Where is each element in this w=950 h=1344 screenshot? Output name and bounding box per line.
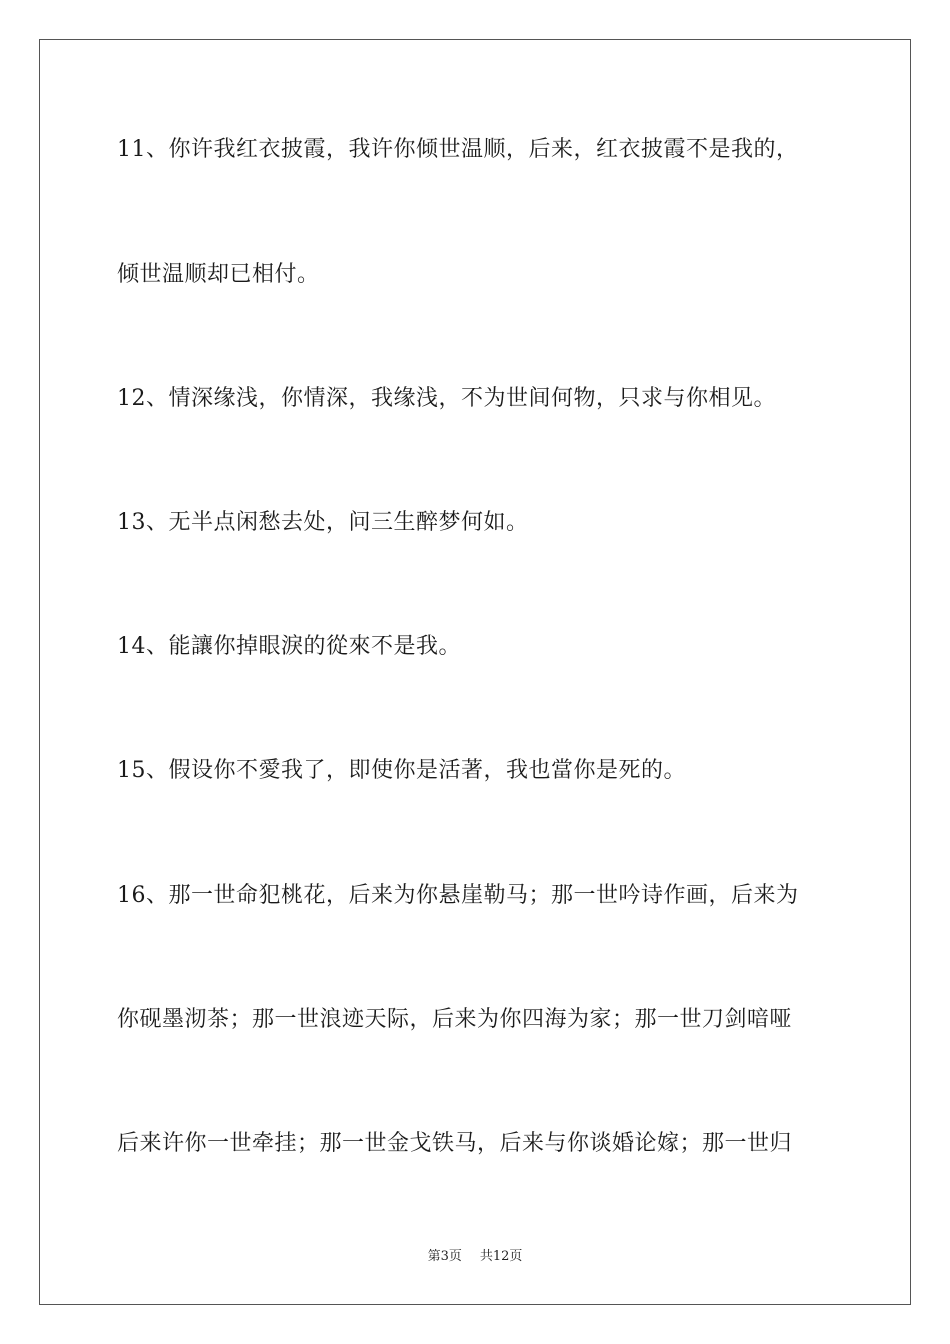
text-line: 11、你许我红衣披霞，我许你倾世温顺，后来，红衣披霞不是我的， <box>117 137 799 162</box>
text-line: 后来许你一世牵挂；那一世金戈铁马，后来与你谈婚论嫁；那一世归 <box>117 1131 793 1156</box>
page-total: 共12页 <box>479 1249 523 1264</box>
page-border <box>39 39 911 1305</box>
text-line: 14、能讓你掉眼淚的從來不是我。 <box>117 634 461 659</box>
text-line: 16、那一世命犯桃花，后来为你悬崖勒马；那一世吟诗作画，后来为 <box>117 883 799 908</box>
text-line: 15、假设你不愛我了，即使你是活著，我也當你是死的。 <box>117 758 686 783</box>
page-footer <box>0 1248 950 1266</box>
text-line: 你砚墨沏茶；那一世浪迹天际，后来为你四海为家；那一世刀剑喑哑 <box>117 1007 793 1032</box>
text-line: 13、无半点闲愁去处，问三生醉梦何如。 <box>117 510 529 535</box>
text-line: 12、情深缘浅，你情深，我缘浅，不为世间何物，只求与你相见。 <box>117 386 776 411</box>
text-line: 倾世温顺却已相付。 <box>117 262 320 287</box>
page-number: 第3页 <box>427 1249 462 1264</box>
